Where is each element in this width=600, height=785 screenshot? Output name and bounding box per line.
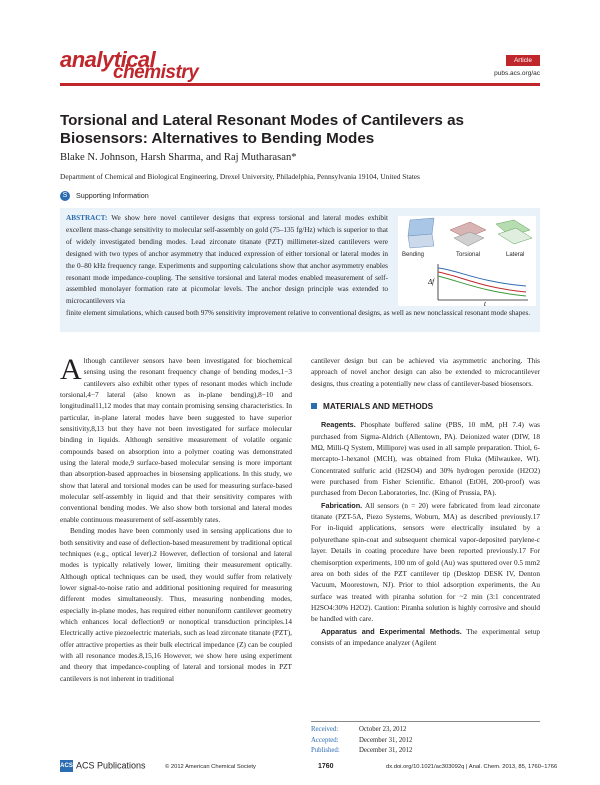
- date-key: Received:: [311, 726, 339, 733]
- date-received: [311, 725, 540, 736]
- run-in-heading: Fabrication.: [321, 500, 363, 510]
- section-heading-text: MATERIALS AND METHODS: [323, 402, 434, 412]
- abstract-text: [66, 213, 388, 308]
- publisher-logo: [60, 760, 146, 772]
- body-column-left: [60, 353, 292, 685]
- author-list: Blake N. Johnson, Harsh Sharma, and Raj Mutharasan*: [60, 152, 297, 163]
- publisher-name: ACS Publications: [76, 760, 146, 771]
- publication-dates: [311, 721, 540, 757]
- intro-paragraph: [60, 353, 292, 526]
- reagents-paragraph: [311, 419, 540, 499]
- fabrication-paragraph: [311, 500, 540, 626]
- page-number: 1760: [318, 763, 334, 770]
- doi-citation[interactable]: dx.doi.org/10.1021/ac303092q | Anal. Chem. 2013, 85, 1760−1766: [386, 764, 558, 770]
- drop-cap: A: [60, 353, 82, 386]
- run-in-heading: Apparatus and Experimental Methods.: [321, 626, 462, 636]
- date-value: October 23, 2012: [359, 726, 407, 733]
- date-key: Published:: [311, 747, 340, 754]
- date-published: [311, 746, 540, 757]
- intro-text: lthough cantilever sensors have been investigated for biochemical sensing using the resonant frequency change of bending modes,1−3 cantilevers also exhibit other types of resonant modes which include torsional,4−7 lateral (also known as in-plane bending),8−10 and longitudinal11,12 modes that may contain promising sensing characteristics. In particular, in-plane lateral modes have been suggested to have superior sensitivity,8,13 but they have not been investigated for surface molecular binding in liquids. Although sensitive measurement of volatile organic compounds based on absorption into a polymer coating was demonstrated using the lateral mode,9 surface-based molecular sensing is more important than absorption-based approaches in biosensing applications. In this study, we show that lateral and torsional modes can be used for measuring surface-based molecular self-assembly in liquid and that their sensitivity compares with conventional bending modes. We also show both torsional and lateral modes enable continuous measurement of self-assembly rates.: [60, 357, 292, 524]
- body-column-right: [311, 356, 540, 649]
- abstract-tail: finite element simulations, which caused both 97% sensitivity improvement relative to conventional designs, as well as new nonclassical resonant mode shapes.: [66, 309, 531, 317]
- body-paragraph: cantilever design but can be achieved via asymmetric anchoring. This approach of novel anchor design can also be extended to microcantilever designs, thus creating a potentially new class of cantilever-based biosensors.: [311, 357, 540, 388]
- apparatus-paragraph: [311, 626, 540, 650]
- supporting-info-link[interactable]: [60, 191, 149, 201]
- date-value: December 31, 2012: [359, 747, 413, 754]
- reagents-text: Phosphate buffered saline (PBS, 10 mM, pH 7.4) was purchased from Sigma-Aldrich (Allentown, PA). Deionized water (DIW, 18 MΩ, Milli-Q System, Millipore) was used in all sample preparation. Thiol, 6-mercapto-1-hexanol (MCH), was obtained from Fluka (Milwaukee, WI). Concentrated sulfuric acid (H2SO4) and 30% hydrogen peroxide (H2O2) were purchased from Fisher Scientific. Ethanol (EtOH, 200-proof) was purchased from Decon Laboratories, Inc. (King of Prussia, PA).: [311, 421, 540, 498]
- fig-label-torsional: Torsional: [456, 252, 481, 258]
- article-type-badge: Article: [506, 55, 540, 66]
- info-icon: S: [60, 191, 70, 201]
- affiliation: Department of Chemical and Biological Engineering, Drexel University, Philadelphia, Pennsylvania 19104, United States: [60, 172, 420, 181]
- date-accepted: [311, 736, 540, 747]
- section-marker: [311, 403, 317, 409]
- apparatus-text: The experimental setup consists of an impedance analyzer (Agilent: [311, 627, 540, 647]
- fig-y-label: Δf: [428, 278, 435, 286]
- journal-url[interactable]: pubs.acs.org/ac: [494, 70, 540, 77]
- run-in-heading: Reagents.: [321, 420, 356, 430]
- abstract-body: We show here novel cantilever designs that express torsional and lateral modes exhibit excellent mass-change sensitivity to molecular self-assembly on gold (75–135 fg/Hz) which is superior to that of widely investigated bending modes. Lead zirconate titanate (PZT) millimeter-sized cantilevers were designed with two types of anchor asymmetry that induced expression of either torsional or lateral modes in the 0–80 kHz frequency range. Experiments and supporting calculations show that anchor asymmetry enables resonant mode impedance-coupling. The sensitive torsional and lateral modes enabled measurement of self-assembled monolayer formation rate at picomolar levels. The anchor design principle was extended to microcantilevers via: [66, 214, 388, 306]
- fig-label-lateral: Lateral: [506, 252, 525, 258]
- date-key: Accepted:: [311, 736, 339, 744]
- section-heading-materials: [311, 401, 540, 412]
- date-value: December 31, 2012: [359, 736, 413, 744]
- journal-logo-line1: analytical: [60, 47, 156, 72]
- toc-graphic: [398, 216, 536, 306]
- article-title: Torsional and Lateral Resonant Modes of Cantilevers as Biosensors: Alternatives to Bending Modes: [60, 112, 464, 147]
- supporting-info-label: Supporting Information: [76, 191, 149, 200]
- body-paragraph: Bending modes have been commonly used in sensing applications due to both sensitivity and ease of deflection-based measurement by traditional optical techniques (e.g., optical lever).2 However, deflection of torsional and lateral modes is typically relatively lower, limiting their measurement optically. Although optical techniques can be used, they would suffer from relatively lower signal-to-noise ratio and additional positioning required for measuring different modes simultaneously. Thus, measuring nonbending modes, especially in-plane modes, has required either nonuniform cantilever geometry which enhances local deflection9 or nonoptical transduction principles.14 Electrically active piezoelectric materials, such as lead zirconate titanate (PZT), offer attractive properties as their bulk electrical impedance (Z) can be coupled with all resonance modes.8,15,16 However, we show here using experiment and theory that impedance-coupling of lateral and torsional modes in PZT cantilevers is not inherent in traditional: [60, 527, 292, 683]
- fig-label-bending: Bending: [402, 252, 425, 258]
- fig-x-label: t: [484, 300, 486, 306]
- fabrication-text: All sensors (n = 20) were fabricated from lead zirconate titanate (PZT-5A, Piezo Systems, Woburn, MA) as described previously.17 For in-liquid applications, sensors were electrically insulated by a polyurethane spin-coat and subsequent chemical vapor-deposited parylene-c layer. Details in coating procedure have been reported previously.17 For chemisorption experiments, 100 nm of gold (Au) was sputtered over 0.5 mm2 area on both sides of the PZT cantilever tip (Desktop DESK IV, Denton Vacuum, Moorestown, NJ). Prior to thiol adsorption experiments, the Au surface was treated with piranha solution for ~2 min (3:1 concentrated H2SO4:30% H2O2). Caution: Piranha solution is highly corrosive and should be handled with care.: [311, 501, 540, 624]
- header-rule: [60, 83, 540, 86]
- cantilever-bending: [408, 218, 434, 248]
- journal-logo-line2: chemistry: [113, 62, 199, 83]
- acs-icon: ACS: [60, 760, 73, 772]
- copyright: © 2012 American Chemical Society: [165, 764, 256, 770]
- abstract-label: ABSTRACT:: [66, 214, 108, 222]
